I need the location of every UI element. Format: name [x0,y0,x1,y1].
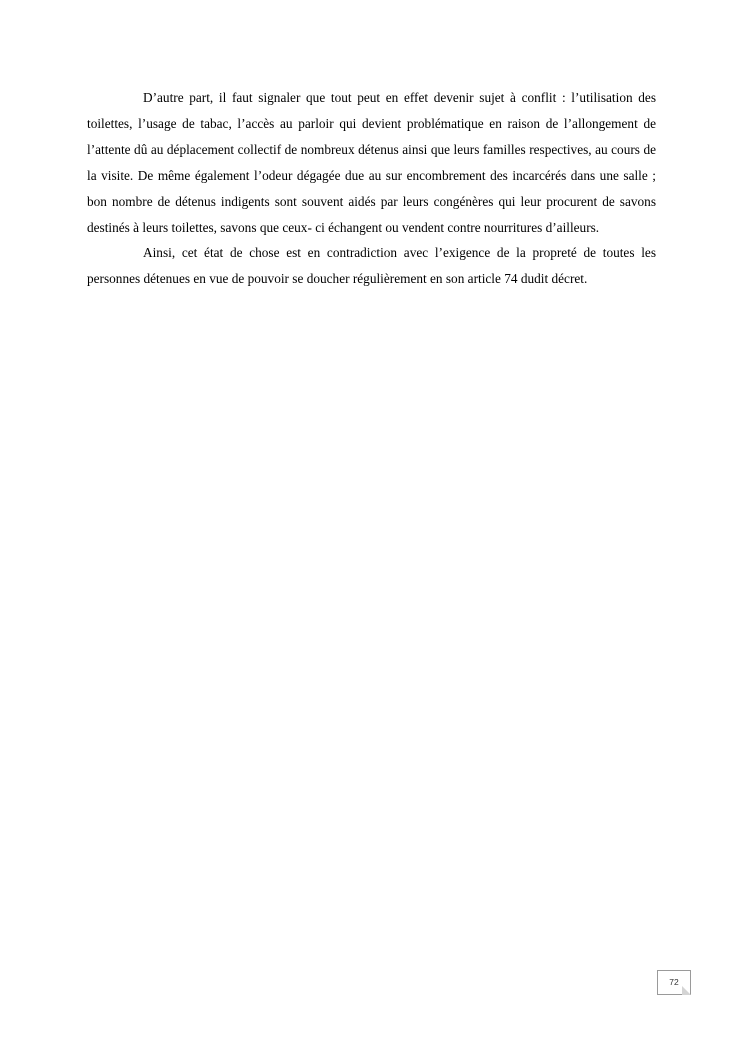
body-text [87,85,656,292]
paragraph-1: D’autre part, il faut signaler que tout peut en effet devenir sujet à conflit : l’utilisation des toilettes, l’usage de tabac, l’accès au parloir qui devient problématique en raison de l’allongement de l’attente dû au déplacement collectif de nombreux détenus ainsi que leurs familles respectives, au cours de la visite. De même également l’odeur dégagée due au sur encombrement des incarcérés dans une salle ; bon nombre de détenus indigents sont souvent aidés par leurs congénères qui leur procurent de savons destinés à leurs toilettes, savons que ceux- ci échangent ou vendent contre nourritures d’ailleurs. [87,90,656,235]
page-number: 72 [669,977,679,987]
page-curl-icon [682,986,691,995]
paragraph-2: Ainsi, cet état de chose est en contradiction avec l’exigence de la propreté de toutes les personnes détenues en vue de pouvoir se doucher régulièrement en son article 74 dudit décret. [87,245,656,287]
page-number-box [657,970,691,995]
